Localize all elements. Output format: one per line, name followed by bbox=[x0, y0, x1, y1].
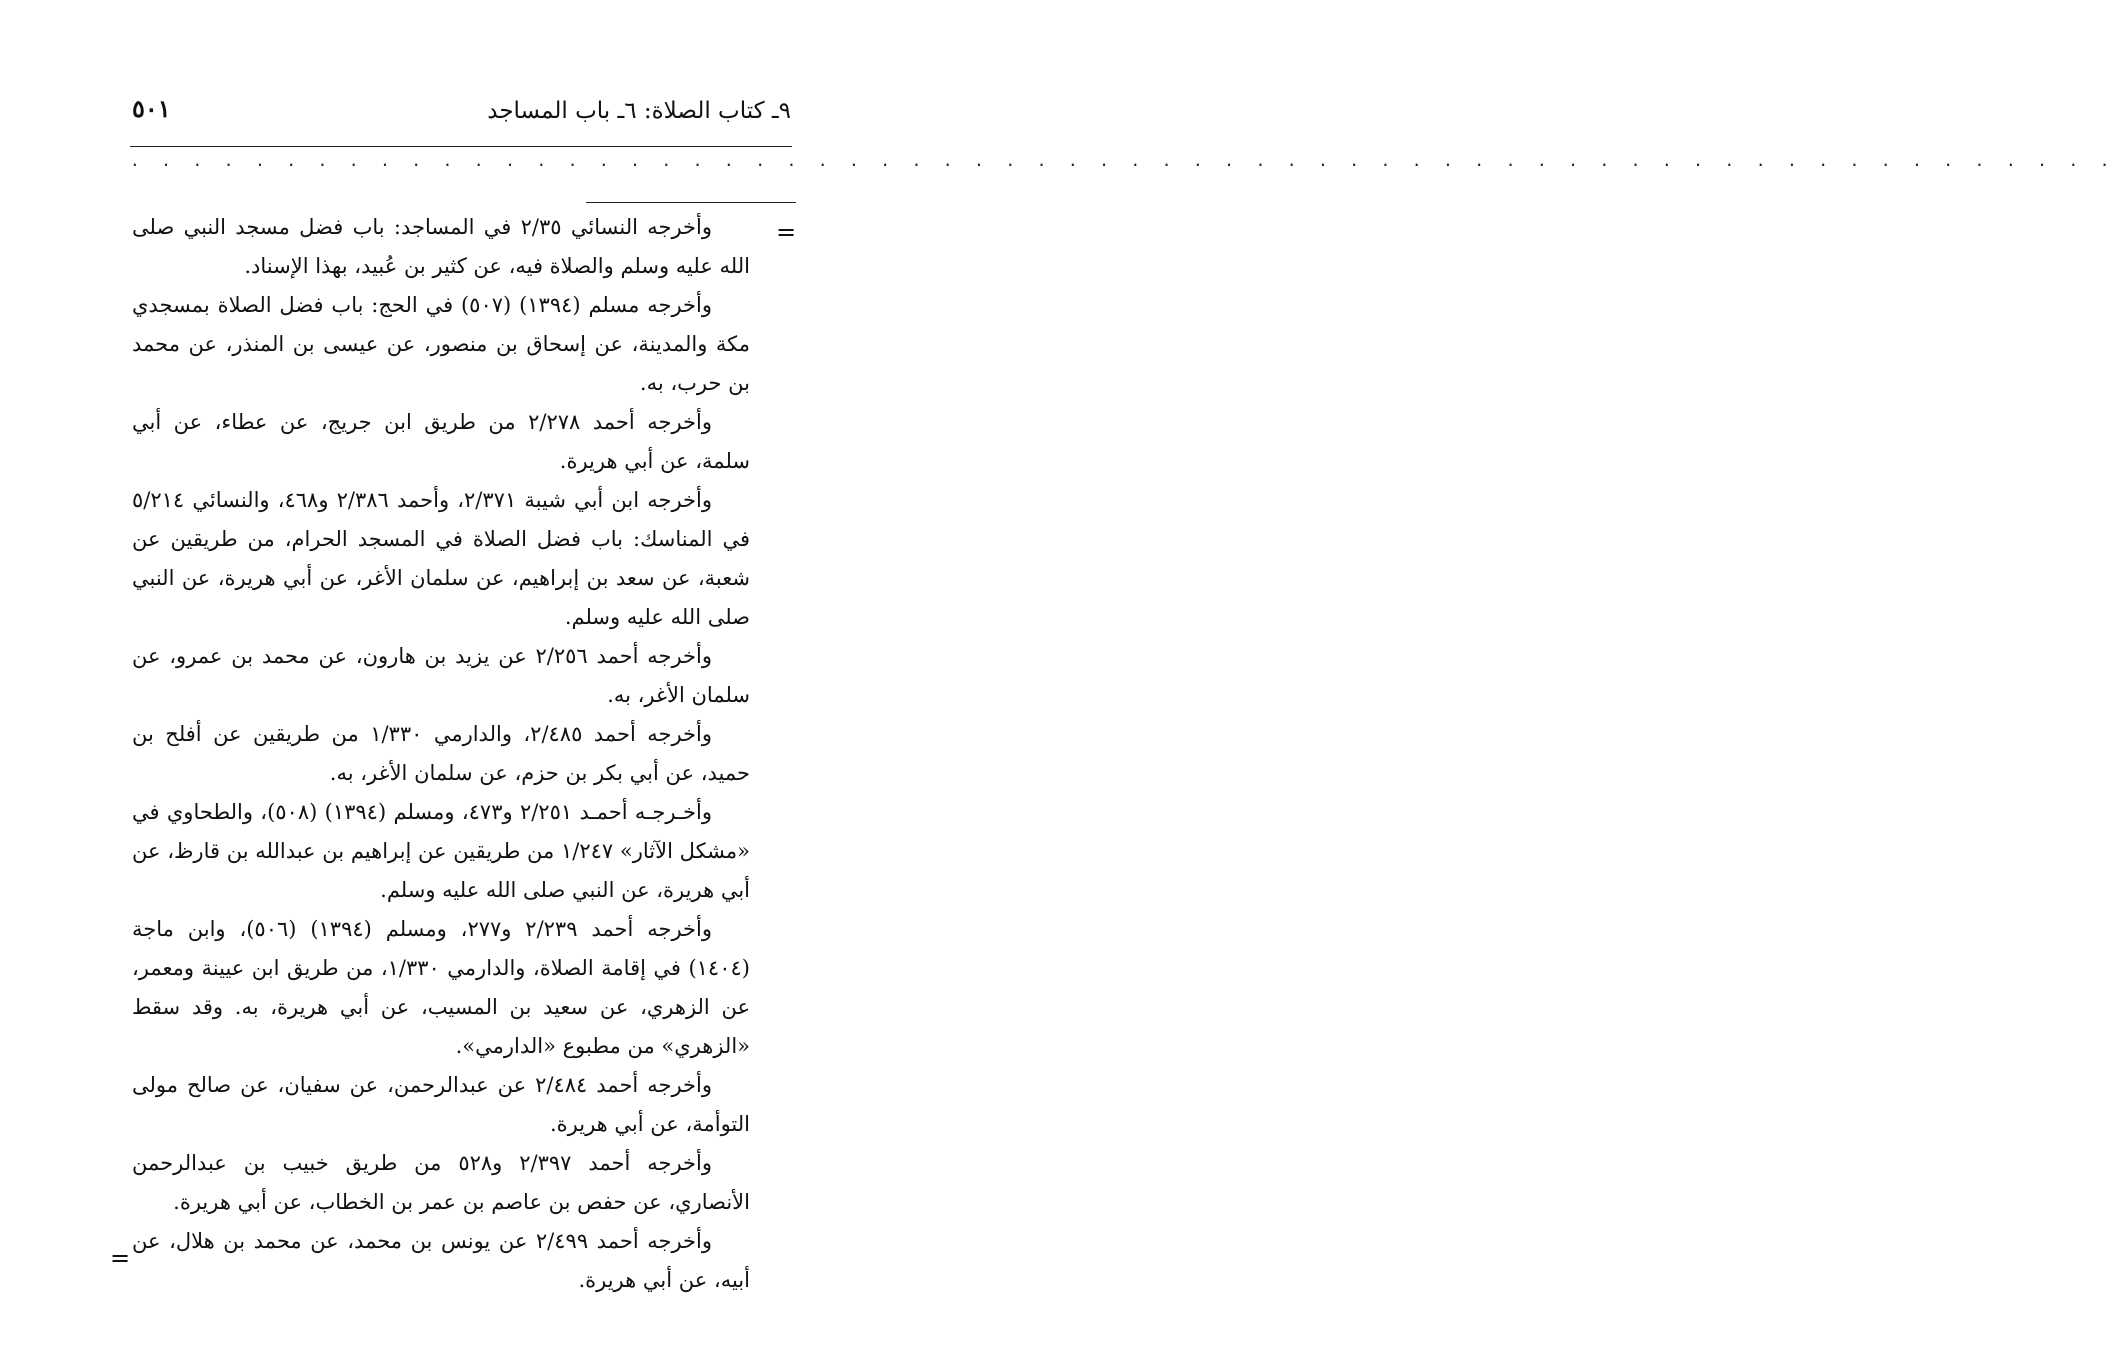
footnote-paragraph: وأخرجه أحمد ٢/٢٧٨ من طريق ابن جريج، عن عطاء، عن أبي سلمة، عن أبي هريرة. bbox=[132, 410, 750, 473]
dotted-separator: . . . . . . . . . . . . . . . . . . . . . . . . . . . . . . . . . . . . . . . . . . . . . . . . . . . . . . . . . . . . . . . . bbox=[130, 151, 2115, 170]
footnote-paragraph: وأخرجه أحمد ٢/٤٨٤ عن عبدالرحمن، عن سفيان، عن صالح مولى التوأمة، عن أبي هريرة. bbox=[132, 1073, 750, 1136]
footnote-text bbox=[132, 208, 750, 1300]
footnote-paragraph: وأخرجه النسائي ٢/٣٥ في المساجد: باب فضل مسجد النبي صلى الله عليه وسلم والصلاة فيه، عن كثير بن عُبيد، بهذا الإسناد. bbox=[132, 215, 750, 278]
footnote-rule bbox=[586, 202, 796, 203]
footnote-paragraph: وأخرجه أحمد ٢/٤٩٩ عن يونس بن محمد، عن محمد بن هلال، عن أبيه، عن أبي هريرة. bbox=[132, 1229, 750, 1292]
footnote-paragraph: وأخرجه أحمد ٢/٤٨٥، والدارمي ١/٣٣٠ من طريقين عن أفلح بن حميد، عن أبي بكر بن حزم، عن سلمان الأغر، به. bbox=[132, 722, 750, 785]
continuation-mark-bottom: = bbox=[110, 1244, 131, 1272]
footnote-paragraph: وأخـرجـه أحمـد ٢/٢٥١ و٤٧٣، ومسلم (١٣٩٤) (٥٠٨)، والطحاوي في «مشكل الآثار» ١/٢٤٧ من طريقين عن إبراهيم بن عبدالله بن قارظ، عن أبي هريرة، عن النبي صلى الله عليه وسلم. bbox=[132, 800, 750, 902]
footnote-paragraph: وأخرجه مسلم (١٣٩٤) (٥٠٧) في الحج: باب فضل الصلاة بمسجدي مكة والمدينة، عن إسحاق بن منصور، عن عيسى بن المنذر، عن محمد بن حرب، به. bbox=[132, 293, 750, 395]
page-number: ٥٠١ bbox=[132, 94, 171, 123]
footnote-paragraph: وأخرجه أحمد ٢/٢٣٩ و٢٧٧، ومسلم (١٣٩٤) (٥٠٦)، وابن ماجة (١٤٠٤) في إقامة الصلاة، والدارمي ١/٣٣٠، من طريق ابن عيينة ومعمر، عن الزهري، عن سعيد بن المسيب، عن أبي هريرة، به. وقد سقط «الزهري» من مطبوع «الدارمي». bbox=[132, 917, 750, 1058]
footnote-paragraph: وأخرجه أحمد ٢/٢٥٦ عن يزيد بن هارون، عن محمد بن عمرو، عن سلمان الأغر، به. bbox=[132, 644, 750, 707]
header-rule bbox=[130, 146, 792, 147]
continuation-mark-top: = bbox=[776, 218, 797, 246]
running-header-title: ٩ـ كتاب الصلاة: ٦ـ باب المساجد bbox=[487, 98, 791, 124]
footnote-paragraph: وأخرجه أحمد ٢/٣٩٧ و٥٢٨ من طريق خبيب بن عبدالرحمن الأنصاري، عن حفص بن عاصم بن عمر بن الخطاب، عن أبي هريرة. bbox=[132, 1151, 750, 1214]
footnote-paragraph: وأخرجه ابن أبي شيبة ٢/٣٧١، وأحمد ٢/٣٨٦ و٤٦٨، والنسائي ٥/٢١٤ في المناسك: باب فضل الصلاة في المسجد الحرام، من طريقين عن شعبة، عن سعد بن إبراهيم، عن سلمان الأغر، عن أبي هريرة، عن النبي صلى الله عليه وسلم. bbox=[132, 488, 750, 629]
